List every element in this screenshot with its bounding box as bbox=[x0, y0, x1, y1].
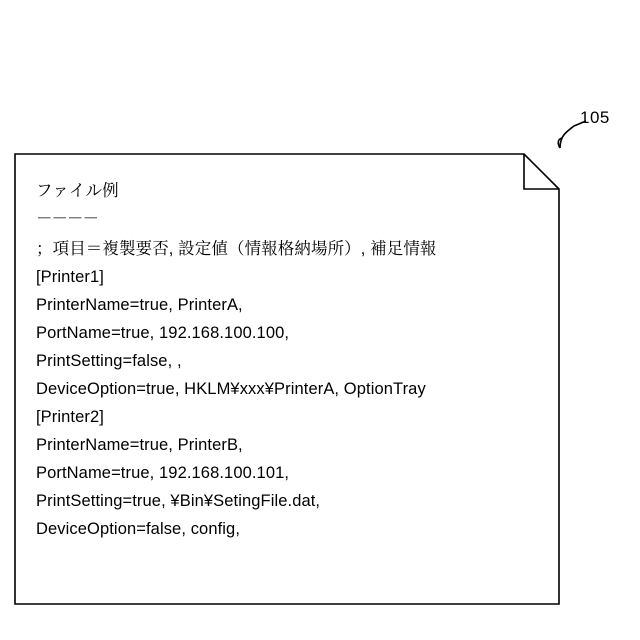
config-line-printsetting-2: PrintSetting=true, ¥Bin¥SetingFile.dat, bbox=[36, 492, 321, 510]
document-text-block bbox=[36, 177, 546, 543]
config-line-portname-2: PortName=true, 192.168.100.101, bbox=[36, 464, 290, 482]
config-line-printername-2: PrinterName=true, PrinterB, bbox=[36, 436, 243, 454]
config-line-section-printer1: [Printer1] bbox=[36, 268, 104, 286]
config-line-deviceoption-1: DeviceOption=true, HKLM¥xxx¥PrinterA, OptionTray bbox=[36, 380, 426, 398]
config-line-deviceoption-2: DeviceOption=false, config, bbox=[36, 520, 241, 538]
config-line-printsetting-1: PrintSetting=false, , bbox=[36, 352, 182, 370]
config-line-portname-1: PortName=true, 192.168.100.100, bbox=[36, 324, 290, 342]
file-example-document bbox=[14, 153, 560, 605]
document-title: ファイル例 bbox=[36, 182, 119, 200]
config-line-section-printer2: [Printer2] bbox=[36, 408, 104, 426]
reference-number-105: 105 bbox=[580, 108, 610, 127]
config-line-comment: ；項目＝複製要否, 設定値（情報格納場所）, 補足情報 bbox=[36, 240, 437, 258]
document-rule: －－－－ bbox=[36, 210, 98, 228]
config-line-printername-1: PrinterName=true, PrinterA, bbox=[36, 296, 243, 314]
